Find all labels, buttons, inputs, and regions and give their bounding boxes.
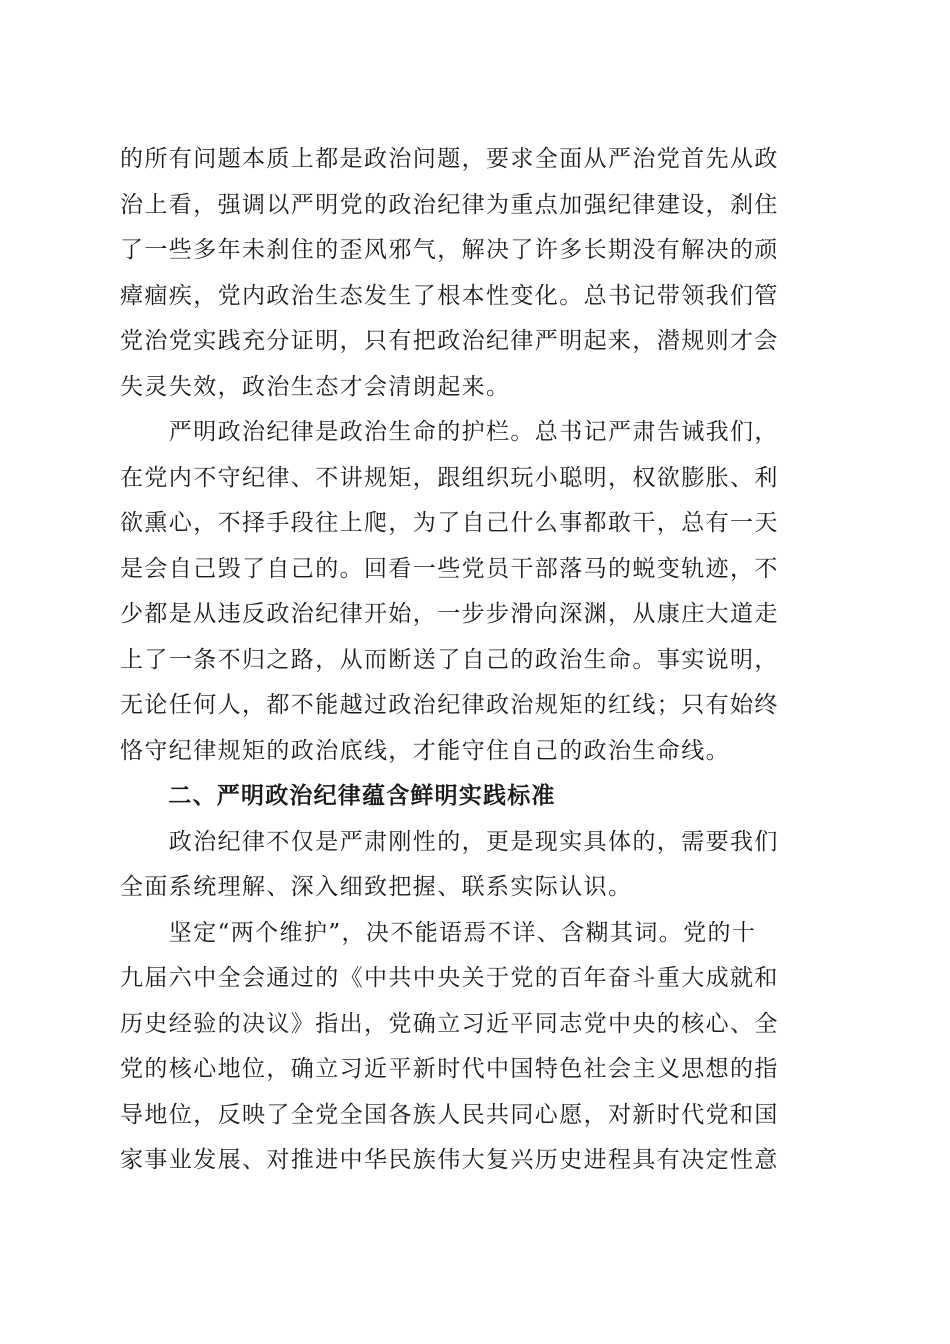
text-line: 无论任何人，都不能越过政治纪律政治规矩的红线；只有始终: [120, 692, 779, 718]
text-line: 导地位，反映了全党全国各族人民共同心愿，对新时代党和国: [120, 1101, 779, 1128]
text-line: 少都是从违反政治纪律开始，一步步滑向深渊，从康庄大道走: [120, 601, 779, 627]
text-line: 全面系统理解、深入细致把握、联系实际认识。: [120, 874, 633, 900]
text-line: 恪守纪律规矩的政治底线，才能守住自己的政治生命线。: [120, 737, 730, 764]
text-line: 严明政治纪律是政治生命的护栏。总书记严肃告诫我们，: [120, 419, 779, 445]
text-line: 家事业发展、对推进中华民族伟大复兴历史进程具有决定性意: [120, 1147, 779, 1173]
text-line: 失灵失效，政治生态才会清朗起来。: [120, 373, 511, 400]
text-line: 坚定“两个维护”，决不能语焉不详、含糊其词。党的十: [120, 919, 757, 946]
text-line: 是会自己毁了自己的。回看一些党员干部落马的蜕变轨迹，不: [120, 555, 779, 582]
text-line: 政治纪律不仅是严肃刚性的，更是现实具体的，需要我们: [120, 828, 779, 855]
text-line: 欲熏心，不择手段往上爬，为了自己什么事都敢干，总有一天: [120, 510, 779, 536]
text-line: 历史经验的决议》指出，党确立习近平同志党中央的核心、全: [120, 1010, 779, 1037]
document-page: [120, 137, 830, 1184]
section-heading: 二、严明政治纪律蕴含鲜明实践标准: [120, 783, 556, 809]
text-line: 党治党实践充分证明，只有把政治纪律严明起来，潜规则才会: [120, 328, 779, 354]
text-line: 了一些多年未刹住的歪风邪气，解决了许多长期没有解决的顽: [120, 237, 779, 263]
text-line: 瘴痼疾，党内政治生态发生了根本性变化。总书记带领我们管: [120, 282, 779, 309]
text-line: 上了一条不归之路，从而断送了自己的政治生命。事实说明，: [120, 646, 779, 673]
text-line: 治上看，强调以严明党的政治纪律为重点加强纪律建设，刹住: [120, 191, 779, 218]
text-line: 在党内不守纪律、不讲规矩，跟组织玩小聪明，权欲膨胀、利: [120, 464, 779, 491]
text-line: 党的核心地位，确立习近平新时代中国特色社会主义思想的指: [120, 1056, 779, 1082]
text-line: 九届六中全会通过的《中共中央关于党的百年奋斗重大成就和: [120, 965, 779, 991]
text-line: 的所有问题本质上都是政治问题，要求全面从严治党首先从政: [120, 146, 779, 172]
